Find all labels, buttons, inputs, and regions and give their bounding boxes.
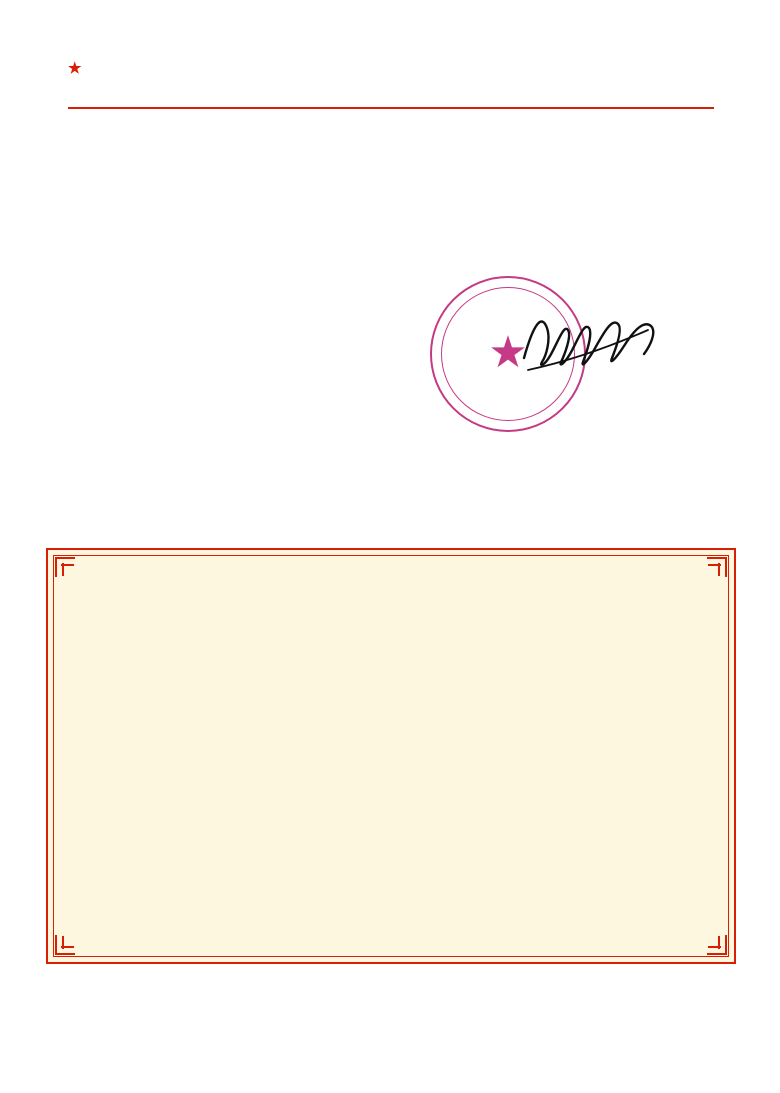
poem-column-left: [82, 628, 382, 642]
government-seal-stamp-icon: [430, 276, 586, 432]
poem-column-right: [400, 628, 700, 642]
brand-line-1: [68, 60, 368, 76]
poem-inner-border: [53, 555, 729, 957]
masthead: [68, 60, 714, 106]
seal-ring-text: [432, 278, 584, 430]
signature-block: [440, 234, 690, 424]
poem-panel: [46, 548, 736, 964]
poem-columns: [82, 628, 700, 642]
corner-ornament-top-left: [55, 557, 81, 583]
corner-ornament-bottom-left: [55, 929, 81, 955]
corner-ornament-top-right: [701, 557, 727, 583]
header-divider: [68, 107, 714, 109]
star-icon: ★: [68, 60, 82, 77]
corner-ornament-bottom-right: [701, 929, 727, 955]
page-footer: [68, 1000, 714, 1017]
publication-logo: [68, 60, 368, 76]
recipients-block: [104, 236, 434, 238]
masthead-slogan: [398, 74, 714, 88]
seal-star-icon: ★: [488, 328, 528, 378]
